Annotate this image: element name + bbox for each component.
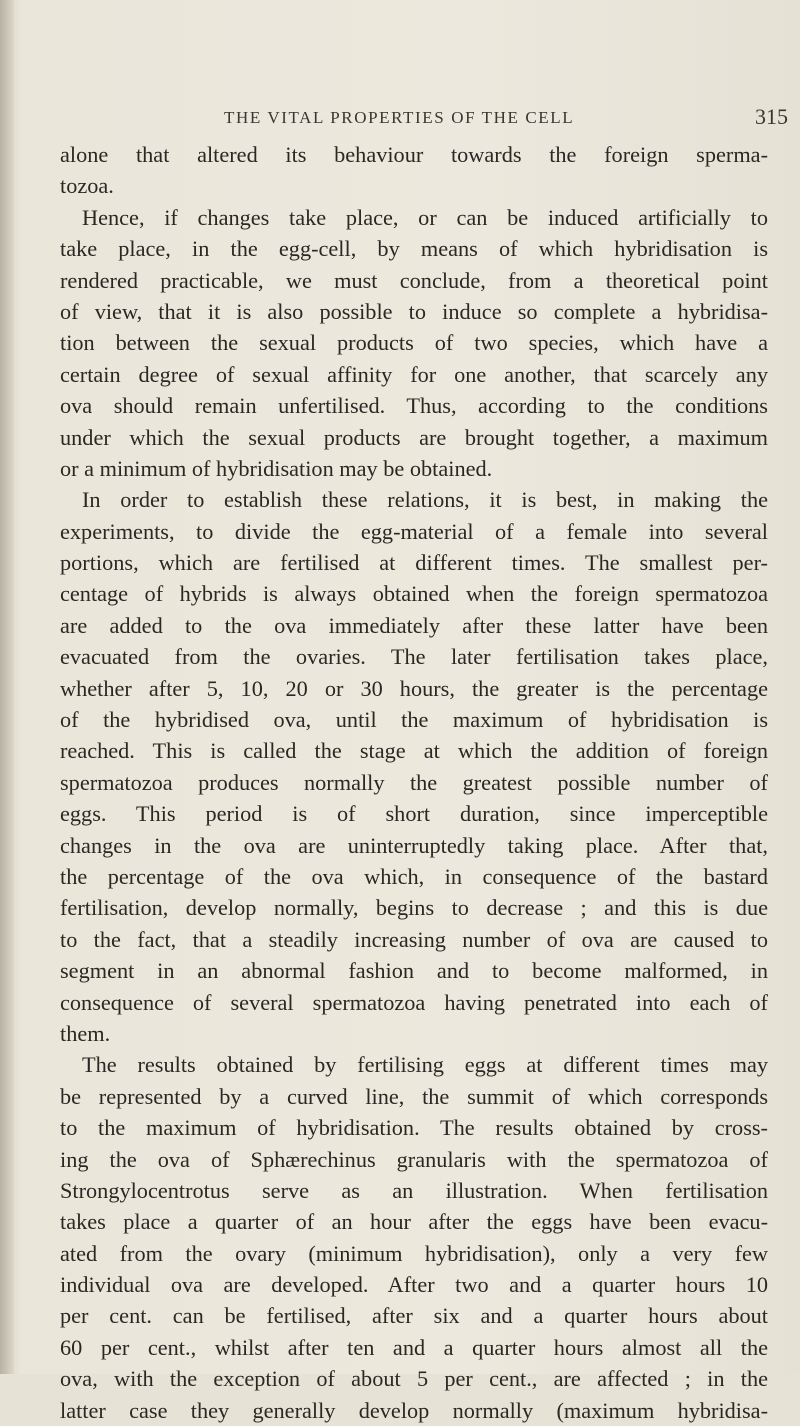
text-line: rendered practicable, we must conclude, from a theoretical point (60, 267, 768, 293)
text-line: reached. This is called the stage at which the addition of foreign (60, 738, 768, 764)
text-line: take place, in the egg-cell, by means of which hybridisation is (60, 236, 768, 262)
text-line: segment in an abnormal fashion and to become malformed, in (60, 958, 768, 984)
text-line: are added to the ova immediately after these latter have been (60, 612, 768, 638)
text-line: eggs. This period is of short duration, since imperceptible (60, 801, 768, 827)
text-line: be represented by a curved line, the summit of which corresponds (60, 1083, 768, 1109)
text-line: to the fact, that a steadily increasing number of ova are caused to (60, 926, 768, 952)
text-line: consequence of several spermatozoa having penetrated into each of (60, 989, 768, 1015)
text-line: of the hybridised ova, until the maximum of hybridisation is (60, 707, 768, 733)
text-line: experiments, to divide the egg-material of a female into several (60, 518, 768, 544)
text-line: portions, which are fertilised at different times. The smallest per- (60, 550, 768, 576)
text-line: takes place a quarter of an hour after the eggs have been evacu- (60, 1209, 768, 1235)
running-head: THE VITAL PROPERTIES OF THE CELL (224, 108, 575, 127)
text-line: per cent. can be fertilised, after six and a quarter hours about (60, 1303, 768, 1329)
text-line: ated from the ovary (minimum hybridisation), only a very few (60, 1240, 768, 1266)
text-line: of view, that it is also possible to induce so complete a hybridisa- (60, 298, 768, 324)
text-line: under which the sexual products are brought together, a maximum (60, 424, 768, 450)
text-line: centage of hybrids is always obtained when the foreign spermatozoa (60, 581, 768, 607)
text-line: ova, with the exception of about 5 per cent., are affected ; in the (60, 1366, 768, 1392)
text-line: spermatozoa produces normally the greatest possible number of (60, 769, 768, 795)
text-line: individual ova are developed. After two and a quarter hours 10 (60, 1272, 768, 1298)
text-line: 60 per cent., whilst after ten and a quarter hours almost all the (60, 1334, 768, 1360)
text-line: whether after 5, 10, 20 or 30 hours, the greater is the percentage (60, 675, 768, 701)
text-line: fertilisation, develop normally, begins to decrease ; and this is due (60, 895, 768, 921)
text-line: Hence, if changes take place, or can be induced artificially to (82, 204, 768, 230)
text-line: tozoa. (60, 173, 114, 199)
page-header (60, 104, 800, 134)
text-line: ing the ova of Sphærechinus granularis with the spermatozoa of (60, 1146, 768, 1172)
text-line: the percentage of the ova which, in consequence of the bastard (60, 863, 768, 889)
text-line: evacuated from the ovaries. The later fertilisation takes place, (60, 644, 768, 670)
text-line: latter case they generally develop normally (maximum hybridisa- (60, 1397, 768, 1423)
page-binding-edge (0, 0, 14, 1374)
text-line: The results obtained by fertilising eggs at different times may (82, 1052, 768, 1078)
text-line: In order to establish these relations, it is best, in making the (82, 487, 768, 513)
text-line: ova should remain unfertilised. Thus, according to the conditions (60, 393, 768, 419)
text-line: certain degree of sexual affinity for one another, that scarcely any (60, 361, 768, 387)
text-line: to the maximum of hybridisation. The results obtained by cross- (60, 1115, 768, 1141)
text-line: them. (60, 1020, 111, 1046)
text-line: tion between the sexual products of two species, which have a (60, 330, 768, 356)
text-line: Strongylocentrotus serve as an illustration. When fertilisation (60, 1177, 768, 1203)
page-number: 315 (755, 104, 788, 129)
text-line: or a minimum of hybridisation may be obtained. (60, 455, 493, 481)
text-line: changes in the ova are uninterruptedly taking place. After that, (60, 832, 768, 858)
body-text (60, 139, 768, 1426)
text-line: alone that altered its behaviour towards the foreign sperma- (60, 142, 768, 167)
